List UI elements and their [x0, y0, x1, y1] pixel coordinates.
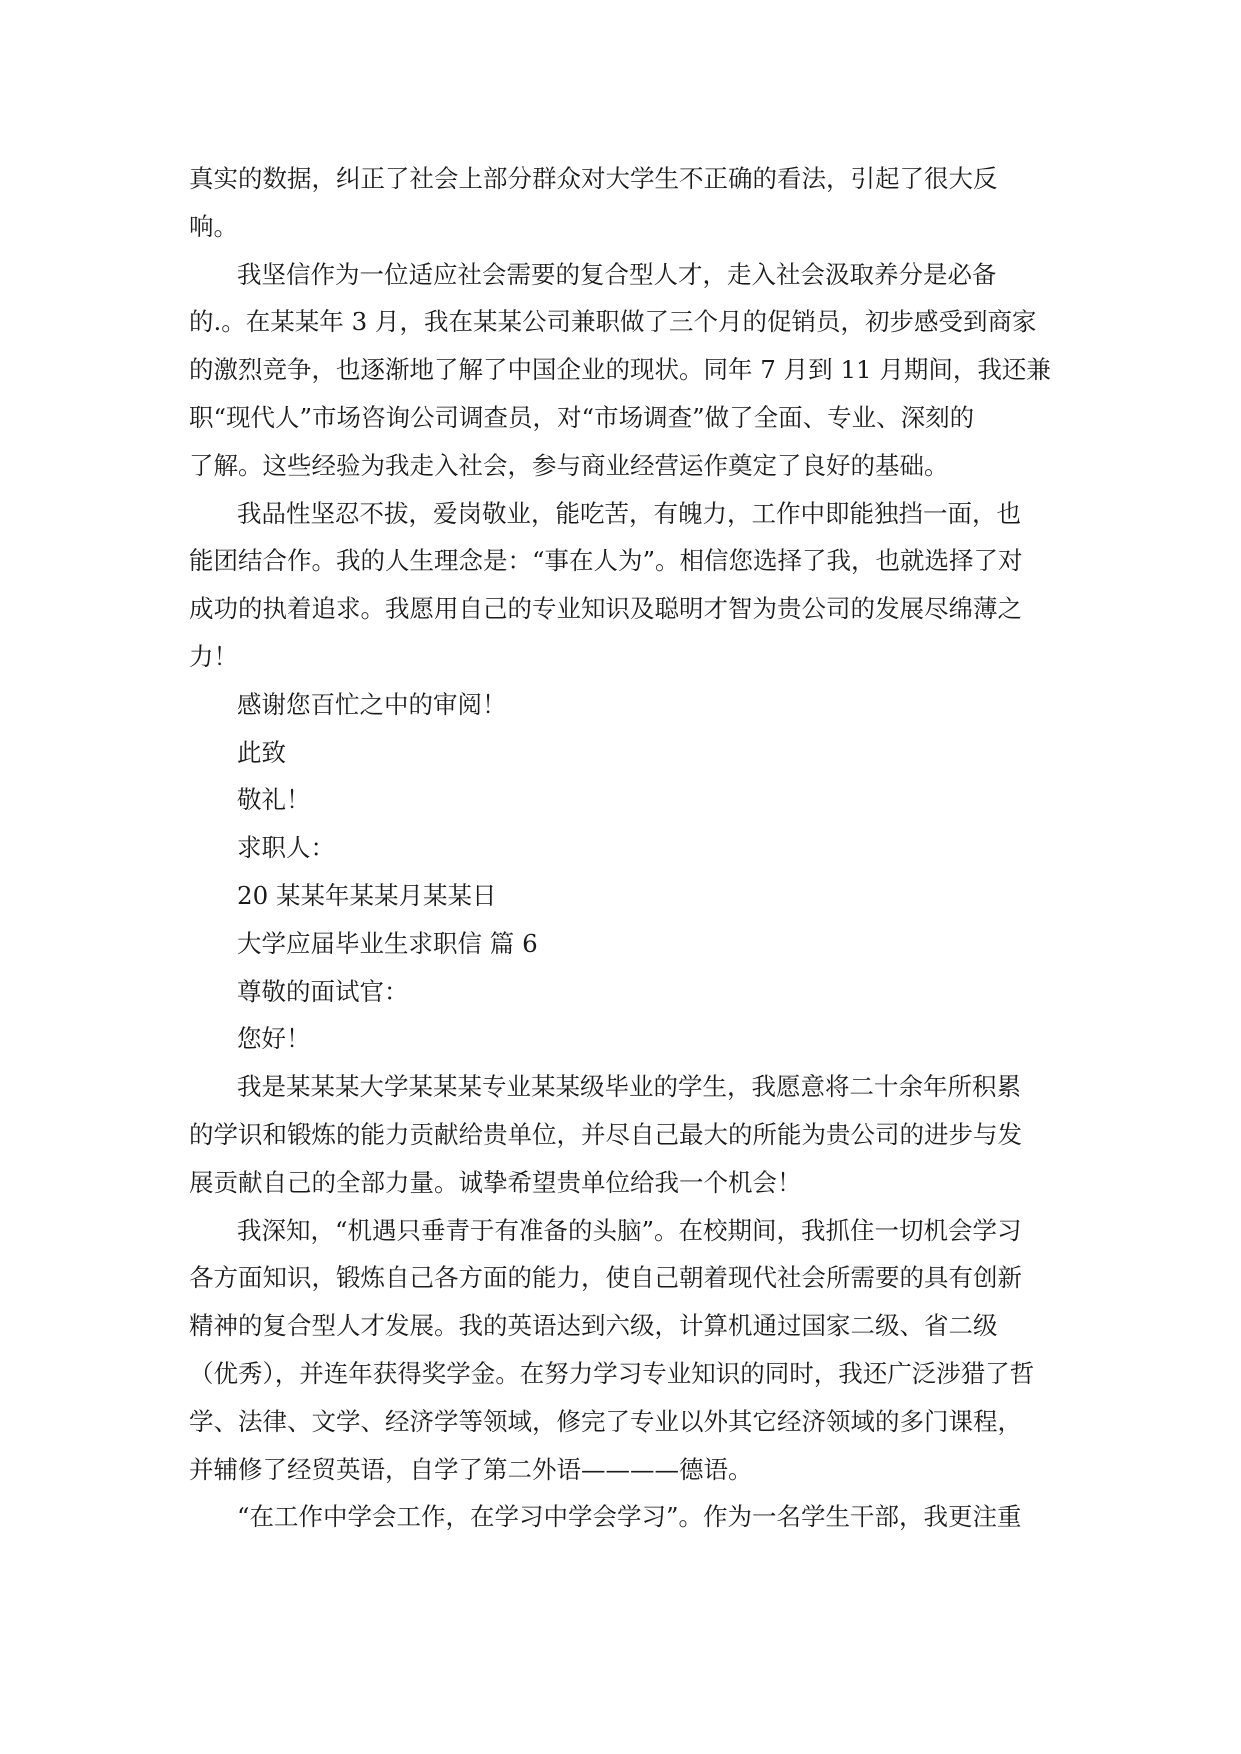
text-line: （优秀），并连年获得奖学金。在努力学习专业知识的同时，我还广泛涉猎了哲	[189, 1358, 1035, 1388]
text-line: 的激烈竞争，也逐渐地了解了中国企业的现状。同年 7 月到 11 月期间，我还兼	[189, 355, 1051, 385]
text-line: 展贡献自己的全部力量。诚挚希望贵单位给我一个机会！	[189, 1167, 802, 1197]
text-line: 我品性坚忍不拔，爱岗敬业，能吃苦，有魄力，工作中即能独挡一面，也	[237, 498, 1021, 528]
text-line: 力！	[189, 641, 238, 671]
text-line: 各方面知识，锻炼自己各方面的能力，使自己朝着现代社会所需要的具有创新	[189, 1263, 1022, 1293]
text-line: 能团结合作。我的人生理念是：“事在人为”。相信您选择了我，也就选择了对	[189, 546, 1023, 576]
text-line: 敬礼！	[237, 785, 311, 815]
document-body	[189, 155, 1054, 1541]
text-line: 精神的复合型人才发展。我的英语达到六级，计算机通过国家二级、省二级	[189, 1311, 998, 1341]
text-line: 我坚信作为一位适应社会需要的复合型人才，走入社会汲取养分是必备	[237, 259, 997, 289]
text-line: 20 某某年某某月某某日	[237, 880, 497, 910]
text-line: 响。	[189, 211, 238, 241]
text-line: 您好！	[237, 1024, 311, 1054]
text-line: 大学应届毕业生求职信 篇 6	[237, 928, 538, 958]
text-line: 的学识和锻炼的能力贡献给贵单位，并尽自己最大的所能为贵公司的进步与发	[189, 1119, 1022, 1149]
text-line: 学、法律、文学、经济学等领域，修完了专业以外其它经济领域的多门课程，	[189, 1406, 1022, 1436]
text-line: 真实的数据，纠正了社会上部分群众对大学生不正确的看法，引起了很大反	[189, 164, 998, 193]
text-line: 尊敬的面试官：	[237, 976, 409, 1006]
text-line: 感谢您百忙之中的审阅！	[237, 689, 507, 719]
text-line: 我是某某某大学某某某专业某某级毕业的学生，我愿意将二十余年所积累	[237, 1072, 1021, 1102]
text-line: 并辅修了经贸英语，自学了第二外语————德语。	[189, 1454, 753, 1484]
text-line: 求职人：	[237, 833, 335, 863]
text-line: 成功的执着追求。我愿用自己的专业知识及聪明才智为贵公司的发展尽绵薄之	[189, 594, 1022, 624]
text-line: 职“现代人”市场咨询公司调查员，对“市场调查”做了全面、专业、深刻的	[189, 402, 975, 432]
text-line: 此致	[237, 737, 286, 767]
text-line: 我深知，“机遇只垂青于有准备的头脑”。在校期间，我抓住一切机会学习	[237, 1215, 1022, 1245]
text-line: “在工作中学会工作，在学习中学会学习”。作为一名学生干部，我更注重	[237, 1502, 1022, 1532]
text-line: 的.。在某某年 3 月，我在某某公司兼职做了三个月的促销员，初步感受到商家	[189, 307, 1037, 337]
text-line: 了解。这些经验为我走入社会，参与商业经营运作奠定了良好的基础。	[189, 450, 949, 480]
